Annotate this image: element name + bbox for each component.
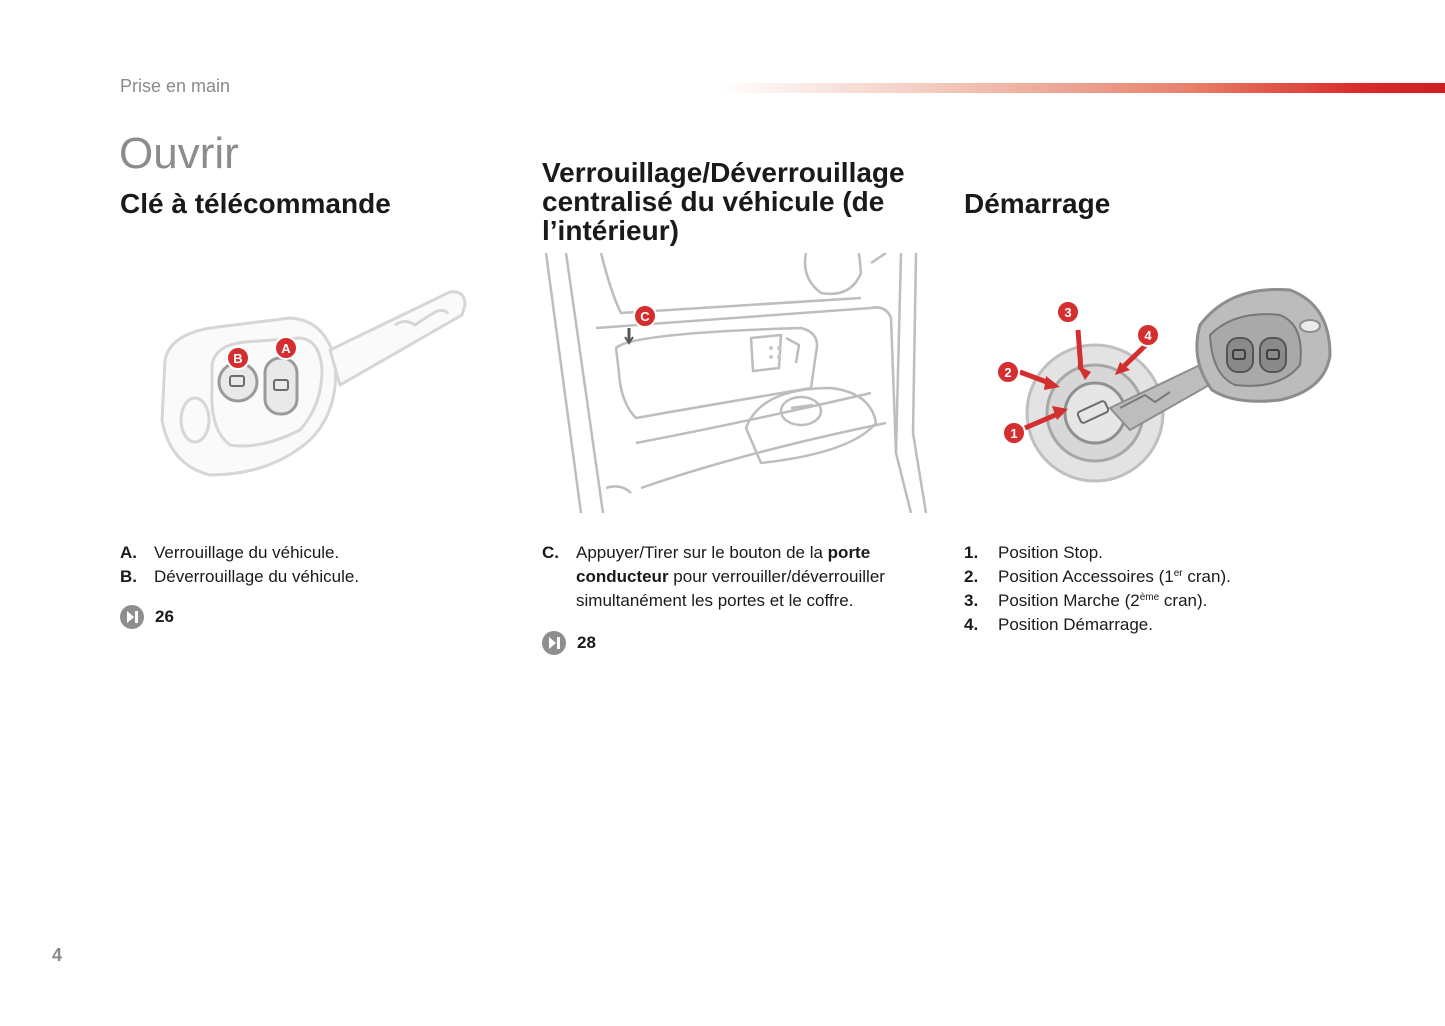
- ignition-illustration: [990, 280, 1340, 495]
- list-item: [542, 541, 922, 613]
- item-text: Appuyer/Tirer sur le bouton de la porte conducteur pour verrouiller/déverrouiller simultanément les portes et le coffre.: [576, 543, 885, 610]
- heading-remote-key: Clé à télécommande: [120, 188, 391, 219]
- heading-starting: Démarrage: [964, 188, 1111, 219]
- list-item: [964, 589, 1364, 613]
- item-text: Verrouillage du véhicule.: [154, 543, 340, 562]
- item-text: Position Marche (2ème cran).: [998, 591, 1208, 610]
- item-key: A.: [120, 543, 137, 562]
- header-accent-bar: [720, 83, 1445, 93]
- svg-text:B: B: [233, 351, 243, 366]
- svg-text:C: C: [640, 309, 650, 324]
- callout-b: [227, 347, 249, 369]
- item-key: 2.: [964, 567, 979, 586]
- page-reference-number: 28: [577, 633, 596, 652]
- page-reference-28[interactable]: [542, 631, 596, 655]
- page-reference-26[interactable]: [120, 605, 174, 629]
- list-item: [964, 541, 1364, 565]
- item-key: 3.: [964, 591, 979, 610]
- item-text: Position Stop.: [998, 543, 1103, 562]
- svg-text:1: 1: [1010, 426, 1018, 441]
- page-reference-icon: [542, 631, 566, 655]
- page-reference-icon: [120, 605, 144, 629]
- section-label: Prise en main: [120, 76, 231, 96]
- callout-2: [997, 361, 1019, 383]
- page-title: Ouvrir: [119, 129, 239, 178]
- central-locking-legend: [542, 541, 922, 613]
- door-panel-illustration: [541, 253, 931, 513]
- item-key: C.: [542, 543, 559, 562]
- callout-4: [1137, 324, 1159, 346]
- remote-key-legend: [120, 541, 480, 589]
- item-bold-text: porte conducteur: [576, 543, 871, 586]
- list-item: [120, 541, 480, 565]
- remote-key-illustration: [150, 270, 480, 490]
- item-key: 1.: [964, 543, 979, 562]
- item-text: Déverrouillage du véhicule.: [154, 567, 360, 586]
- heading-central-locking: Verrouillage/Déverrouillage centralisé du véhicule (de l’intérieur): [542, 157, 905, 246]
- list-item: [964, 613, 1364, 637]
- svg-text:A: A: [281, 341, 291, 356]
- page-number: 4: [52, 945, 63, 965]
- svg-text:2: 2: [1004, 365, 1012, 380]
- page-reference-number: 26: [155, 607, 174, 626]
- starting-legend: [964, 541, 1364, 637]
- callout-3: [1057, 301, 1079, 323]
- svg-text:4: 4: [1144, 328, 1152, 343]
- item-key: 4.: [964, 615, 979, 634]
- svg-text:3: 3: [1064, 305, 1072, 320]
- callout-a: [275, 337, 297, 359]
- callout-1: [1003, 422, 1025, 444]
- item-text: Position Démarrage.: [998, 615, 1153, 634]
- item-key: B.: [120, 567, 137, 586]
- list-item: [120, 565, 480, 589]
- list-item: [964, 565, 1364, 589]
- item-text: Position Accessoires (1er cran).: [998, 567, 1231, 586]
- callout-c: [634, 305, 656, 327]
